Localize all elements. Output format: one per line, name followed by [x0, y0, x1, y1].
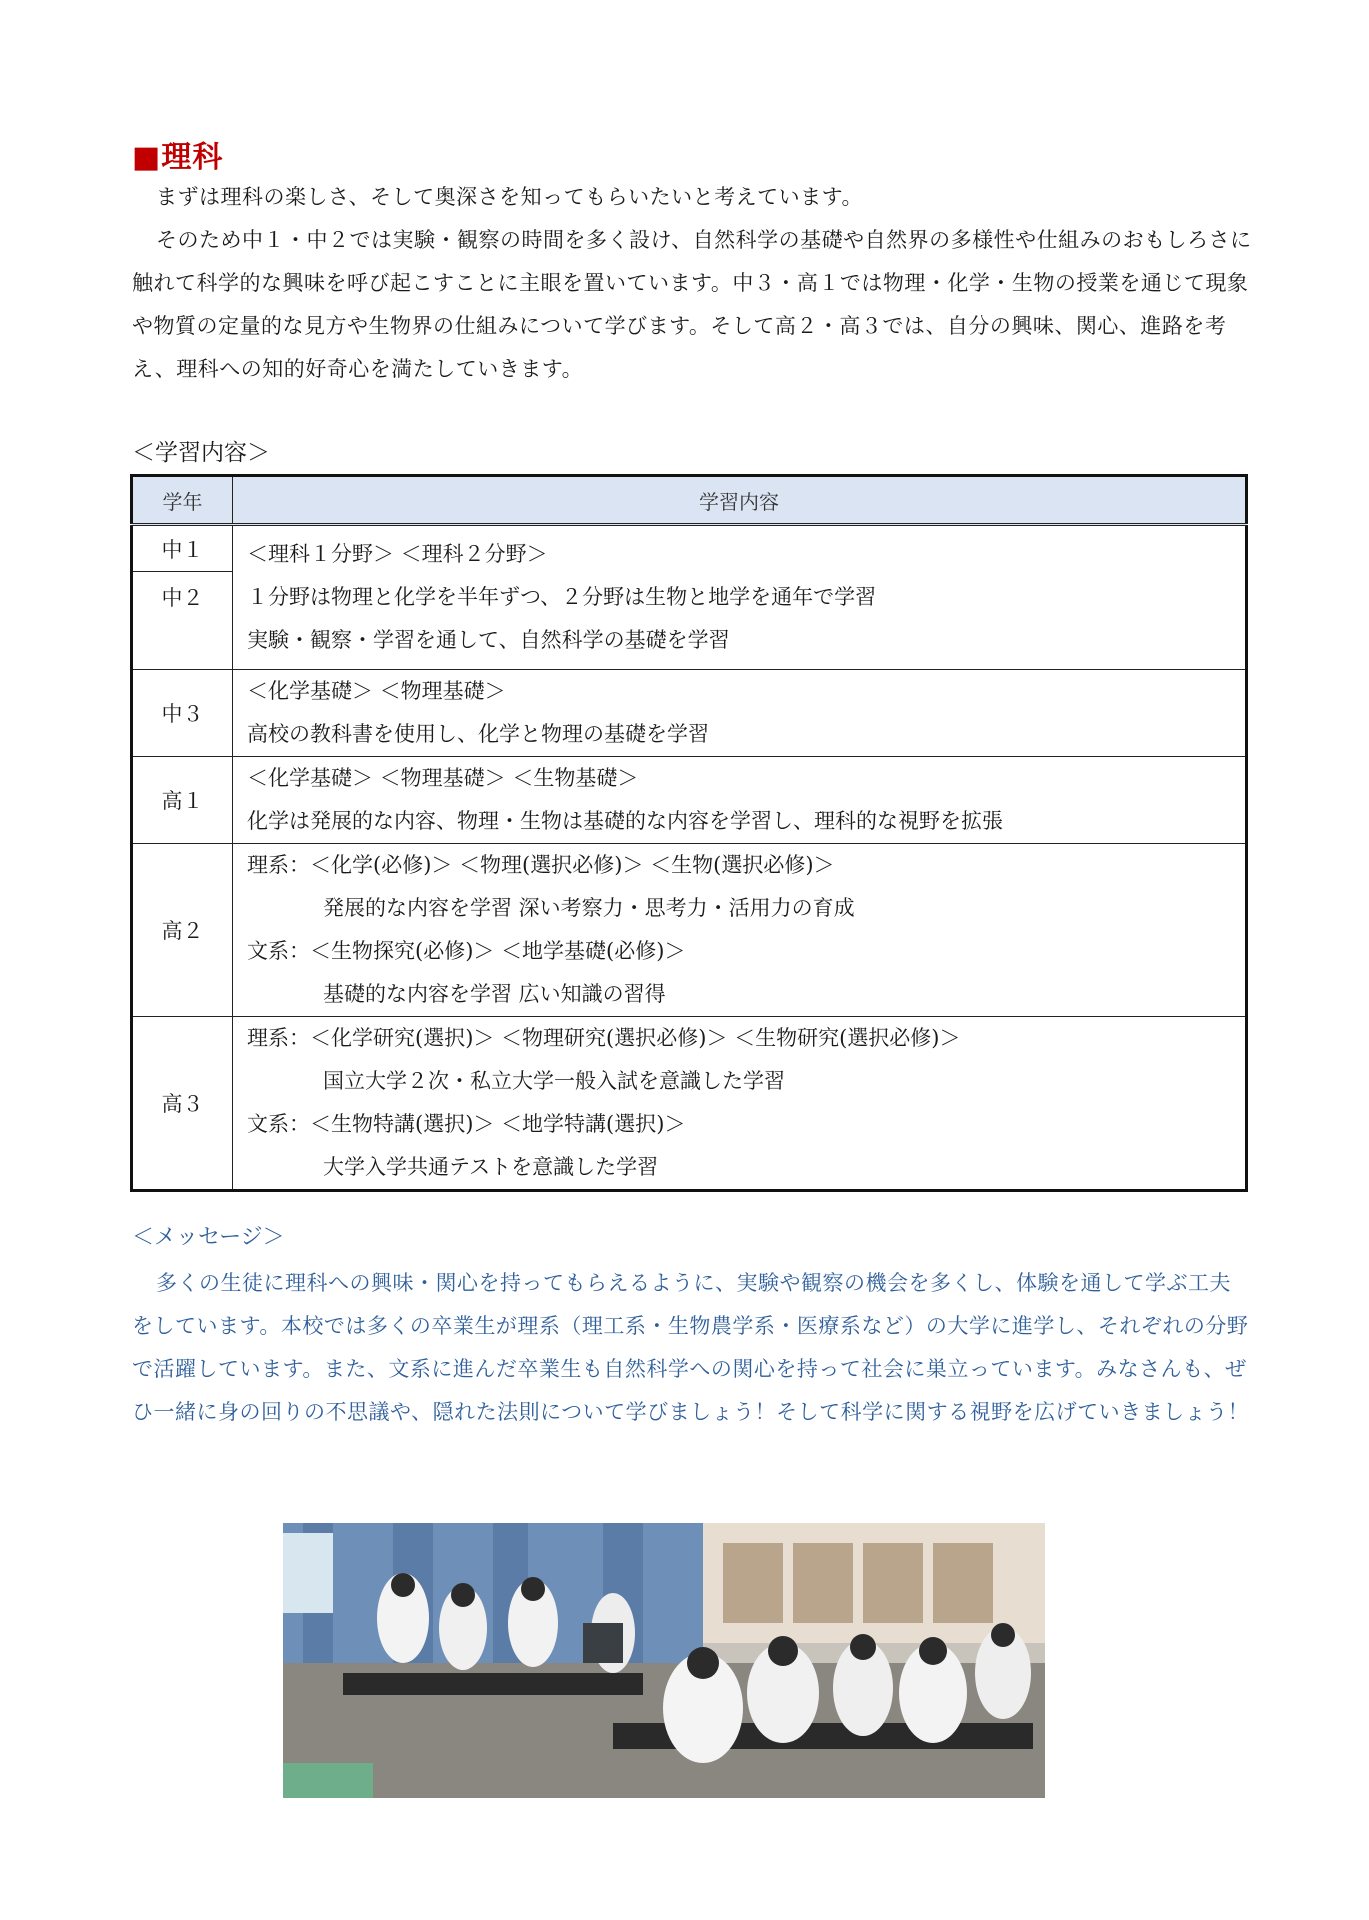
content-line: ＜理科１分野＞ ＜理科２分野＞: [247, 542, 548, 566]
table-heading: ＜学習内容＞: [132, 440, 270, 466]
table-row: [132, 525, 1247, 572]
content-cell: [233, 844, 1247, 1017]
content-cell: [233, 1017, 1247, 1191]
intro-paragraph-1: まずは理科の楽しさ、そして奥深さを知ってもらいたいと考えています。: [156, 185, 863, 209]
content-line: 文系：＜生物探究(必修)＞ ＜地学基礎(必修)＞: [247, 939, 686, 963]
content-line: 化学は発展的な内容、物理・生物は基礎的な内容を学習し、理科的な視野を拡張: [247, 809, 1003, 833]
page-title: ■理科: [132, 140, 224, 175]
content-line: １分野は物理と化学を半年ずつ、２分野は生物と地学を通年で学習: [247, 585, 877, 609]
content-cell: [233, 670, 1247, 757]
content-cell: [233, 757, 1247, 844]
message-text: 多くの生徒に理科への興味・関心を持ってもらえるように、実験や観察の機会を多くし、体験を通して学ぶ工夫をしています。本校では多くの卒業生が理系（理工系・生物農学系・医療系など）の大学に進学し、それぞれの分野で活躍しています。また、文系に進んだ卒業生も自然科学への関心を持って社会に巣立っています。みなさんも、ぜひ一緒に身の回りの不思議や、隠れた法則について学びましょう！そして科学に関する視野を広げていきましょう！: [132, 1271, 1250, 1424]
table-row: [132, 757, 1247, 844]
content-line: ＜化学基礎＞ ＜物理基礎＞ ＜生物基礎＞: [247, 766, 639, 790]
table-row: [132, 1017, 1247, 1191]
content-line: 発展的な内容を学習 深い考察力・思考力・活用力の育成: [323, 896, 855, 920]
grade-cell: 高１: [132, 757, 233, 844]
grade-cell: 中２: [132, 572, 233, 670]
intro-text: [132, 176, 1252, 391]
intro-paragraph-2: そのため中１・中２では実験・観察の時間を多く設け、自然科学の基礎や自然界の多様性や仕組みのおもしろさに触れて科学的な興味を呼び起こすことに主眼を置いています。中３・高１では物理・化学・生物の授業を通じて現象や物質の定量的な見方や生物界の仕組みについて学びます。そして高２・高３では、自分の興味、関心、進路を考え、理科への知的好奇心を満たしていきます。: [132, 228, 1252, 381]
header-grade: 学年: [132, 476, 233, 525]
content-cell: [233, 525, 1247, 670]
grade-cell: 中３: [132, 670, 233, 757]
lab-photo: [283, 1523, 1045, 1798]
table-row: [132, 670, 1247, 757]
content-line: 実験・観察・学習を通して、自然科学の基礎を学習: [247, 628, 730, 652]
content-line: ＜化学基礎＞ ＜物理基礎＞: [247, 679, 506, 703]
table-row: [132, 844, 1247, 1017]
lab-photo-illustration: [283, 1523, 1045, 1798]
grade-cell: 高３: [132, 1017, 233, 1191]
grade-cell: 中１: [132, 525, 233, 572]
content-line: 基礎的な内容を学習 広い知識の習得: [323, 982, 666, 1006]
content-line: 国立大学２次・私立大学一般入試を意識した学習: [323, 1069, 785, 1093]
grade-cell: 高２: [132, 844, 233, 1017]
content-line: 理系：＜化学(必修)＞ ＜物理(選択必修)＞ ＜生物(選択必修)＞: [247, 853, 835, 877]
content-line: 大学入学共通テストを意識した学習: [323, 1155, 659, 1179]
content-line: 文系：＜生物特講(選択)＞ ＜地学特講(選択)＞: [247, 1112, 686, 1136]
content-line: 理系：＜化学研究(選択)＞ ＜物理研究(選択必修)＞ ＜生物研究(選択必修)＞: [247, 1026, 961, 1050]
content-line: 高校の教科書を使用し、化学と物理の基礎を学習: [247, 722, 709, 746]
message-heading: ＜メッセージ＞: [132, 1225, 285, 1250]
curriculum-table: [130, 474, 1248, 1192]
header-content: 学習内容: [233, 476, 1247, 525]
